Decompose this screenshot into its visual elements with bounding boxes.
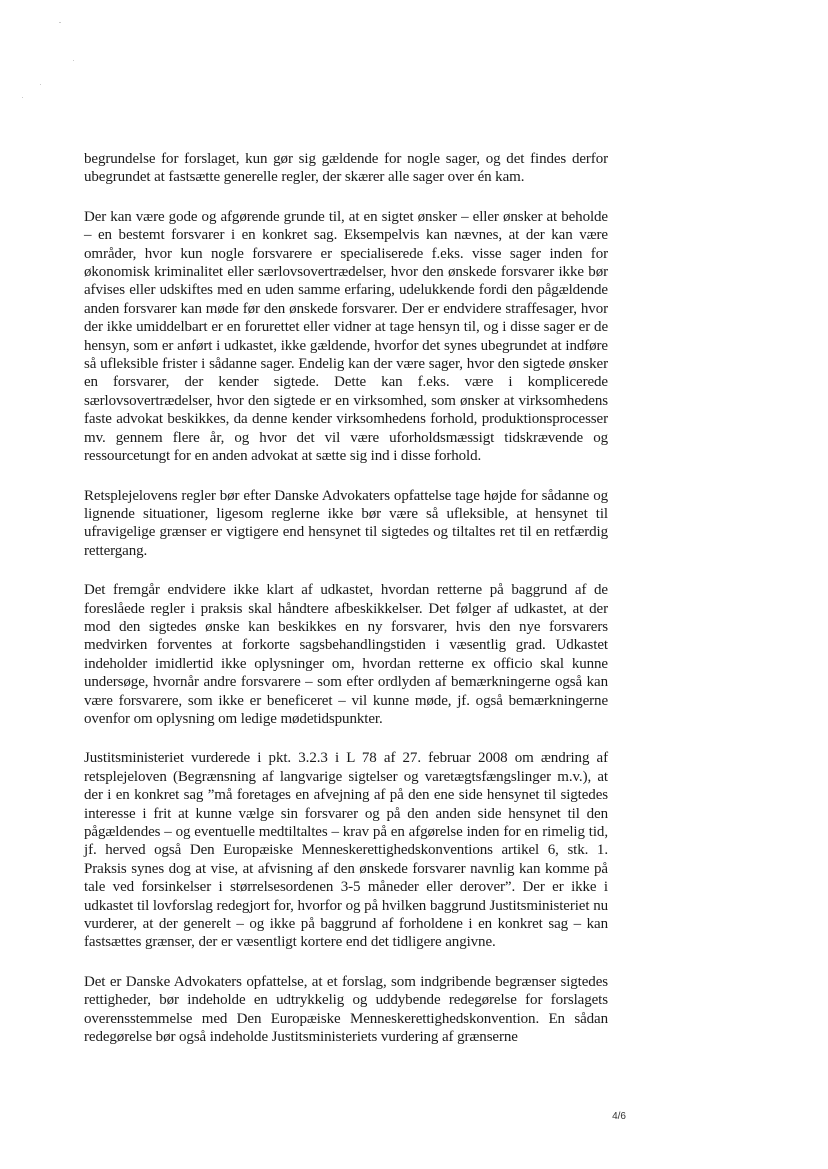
paragraph-reasons-for-choice-of-counsel: Der kan være gode og afgørende grunde til, at en sigtet ønsker – eller ønsker at beholde – en bestemt forsvarer i en konkret sag. Eksempelvis kan nævnes, at der kan være områder, hvor kun nogle forsvarere er specialiserede f.eks. visse sager inden for økonomisk kriminalitet eller særlovsovertrædelser, hvor den ønskede forsvarer ikke bør afvises eller udskiftes med en uden samme erfaring, udelukkende fordi den pågældende anden forsvarer kan møde før den ønskede forsvarer. Der er endvidere straffesager, hvor der ikke umiddelbart er en forurettet eller vidner at tage hensyn til, og i disse sager er de hensyn, som er anført i udkastet, ikke gældende, hvorfor det synes ubegrundet at indføre så ufleksible frister i sådanne sager. Endelig kan der være sager, hvor den sigtede ønsker en forsvarer, der kender sigtede. Dette kan f.eks. være i komplicerede særlovsovertrædelser, hvor den sigtede er en virksomhed, som ønsker at virksomhedens faste advokat beskikkes, da denne kender virksomhedens forhold, produktionsprocesser mv. gennem flere år, og hvor det vil være uforholdsmæssigt tidskrævende og ressourcetungt for en anden advokat at sætte sig ind i disse forhold. <box>84 208 608 465</box>
paragraph-human-rights-convention: Det er Danske Advokaters opfattelse, at et forslag, som indgribende begrænser sigtedes rettigheder, bør indeholde en udtrykkelig og uddybende redegørelse for forslagets overensstemmelse med Den Europæiske Menneskerettighedskonvention. En sådan redegørelse bør også indeholde Justitsministeriets vurdering af grænserne <box>84 973 608 1046</box>
scan-artifact-dot <box>22 97 23 98</box>
paragraph-handling-of-dismissals: Det fremgår endvidere ikke klart af udkastet, hvordan retterne på baggrund af de foreslåede regler i praksis skal håndtere afbeskikkelser. Det følger af udkastet, at der mod den sigtedes ønske kan beskikkes en ny forsvarer, hvis den nye forsvarers medvirken forventes at forkorte sagsbehandlingstiden i væsentlig grad. Udkastet indeholder imidlertid ikke oplysninger om, hvordan retterne ex officio skal kunne undersøge, hvornår andre forsvarere – som efter ordlyden af bemærkningerne også kan være forsvarere, som ikke er beneficeret – vil kunne møde, jf. også bemærkningerne ovenfor om oplysning om ledige mødetidspunkter. <box>84 582 608 727</box>
scan-artifact-dot <box>59 22 61 23</box>
page-number: 4/6 <box>612 1111 626 1122</box>
paragraph-continuation: begrundelse for forslaget, kun gør sig gældende for nogle sager, og det findes derfor ubegrundet at fastsætte generelle regler, der skærer alle sager over én kam. <box>84 151 608 186</box>
paragraph-ministry-assessment: Justitsministeriet vurderede i pkt. 3.2.3 i L 78 af 27. februar 2008 om ændring af retsplejeloven (Begrænsning af langvarige sigtelser og varetægtsfængslinger m.v.), at der i en konkret sag ”må foretages en afvejning af på den ene side hensynet til sigtedes interesse i frit at kunne vælge sin forsvarer og på den anden side hensynet til den pågældendes – og eventuelle medtiltaltes – krav på en afgørelse inden for en rimelig tid, jf. herved også Den Europæiske Menneskerettighedskonventions artikel 6, stk. 1. Praksis synes dog at vise, at afvisning af den ønskede forsvarer navnlig kan komme på tale ved forsinkelser i størrelsesordenen 3-5 måneder eller derover”. Der er ikke i udkastet til lovforslag redegjort for, hvorfor og på hvilken baggrund Justitsministeriet nu vurderer, at der generelt – og ikke på baggrund af forholdene i en konkret sag – kan fastsættes grænser, der er væsentligt kortere end det tidligere angivne. <box>84 750 608 951</box>
scan-artifact-dot <box>40 84 41 85</box>
scan-artifact-dot <box>73 60 74 61</box>
paragraph-flexibility-of-rules: Retsplejelovens regler bør efter Danske Advokaters opfattelse tage højde for sådanne og lignende situationer, ligesom reglerne ikke bør være så ufleksible, at hensynet til ufravigelige grænser er vigtigere end hensynet til sigtedes og tiltaltes ret til en retfærdig rettergang. <box>84 487 608 559</box>
letter-body <box>84 150 608 1067</box>
